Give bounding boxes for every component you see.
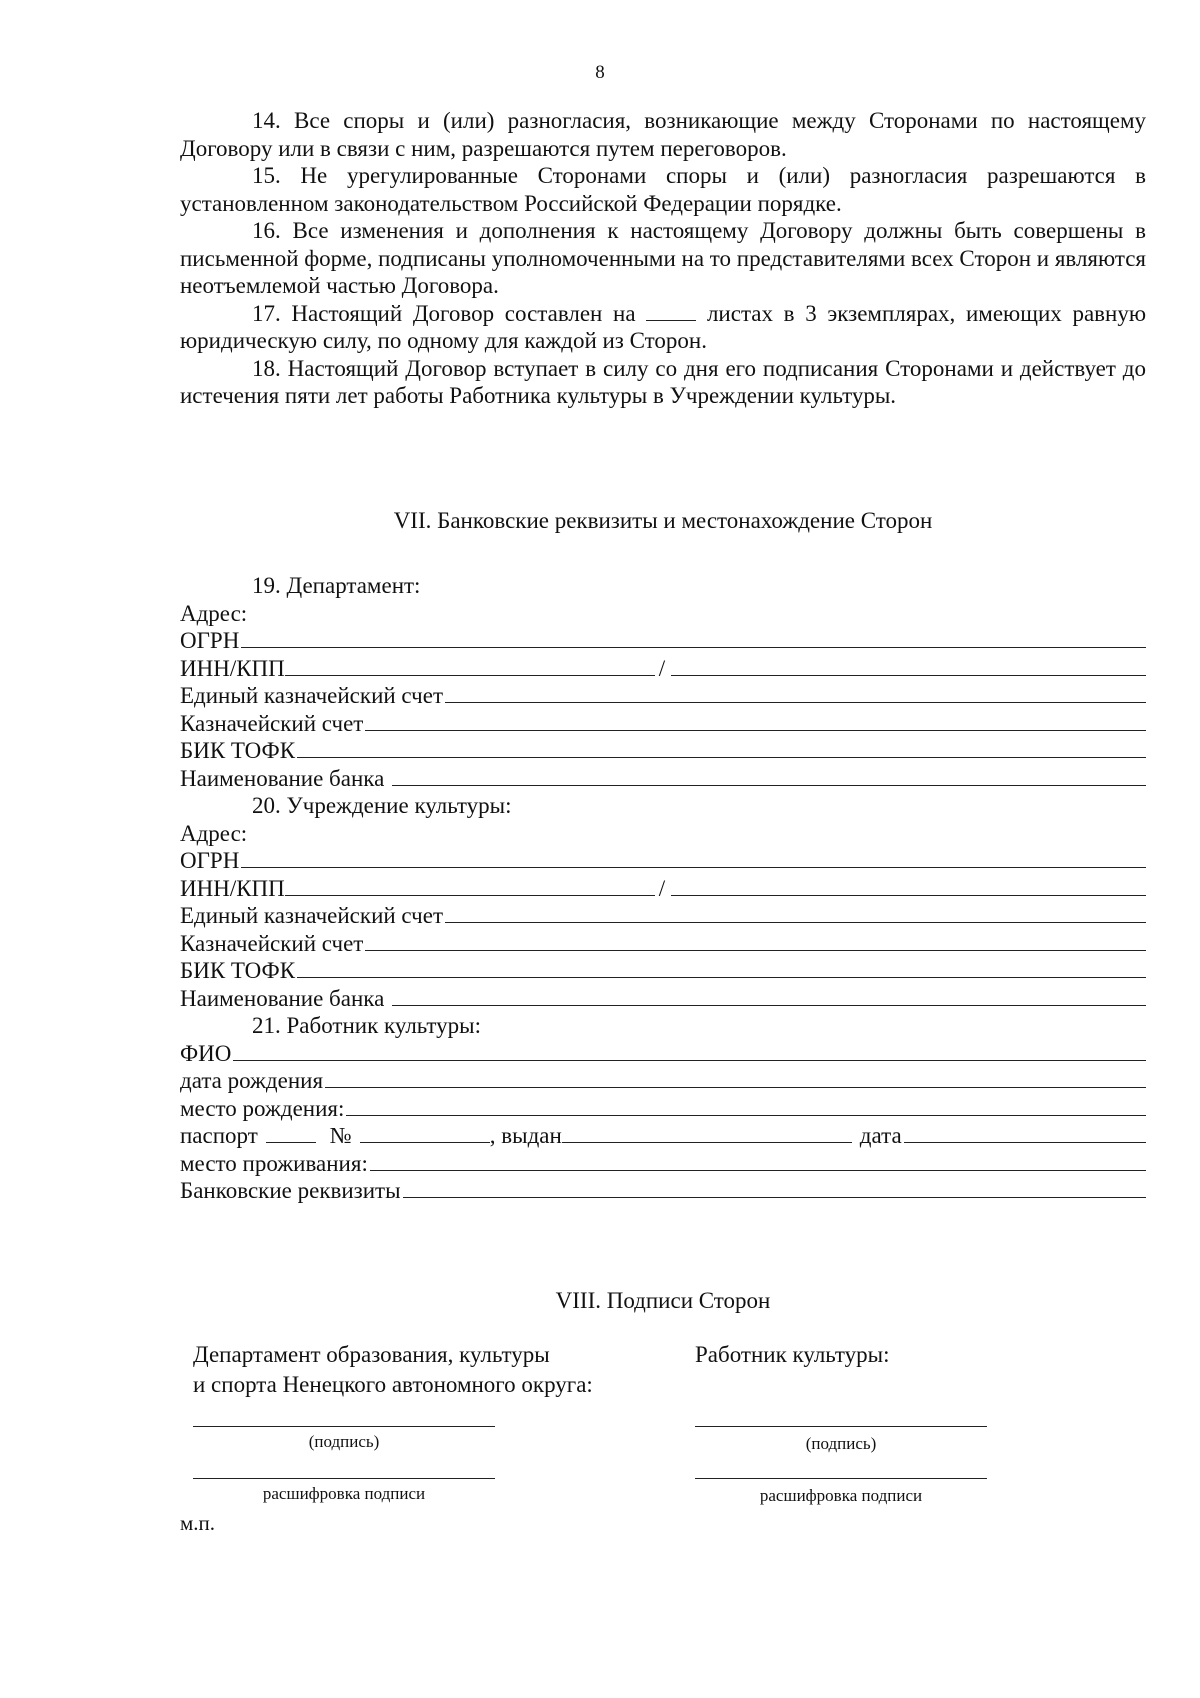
worker-fio-blank [233,1040,1146,1061]
stamp-place: м.п. [180,1511,216,1535]
institution-single-account-label: Единый казначейский счет [180,903,444,928]
institution-inn-blank [285,875,655,896]
dept-inn-slash: / [658,655,666,681]
worker-passport-row [180,1122,1146,1150]
dept-bik-blank [297,737,1146,758]
worker-birth-place-blank [346,1095,1146,1116]
worker-fio-row [180,1040,1146,1068]
institution-single-account-blank [445,902,1146,923]
right-party-name: Работник культуры: [695,1342,890,1367]
worker-bank-details-row [180,1177,1146,1205]
worker-birth-date-blank [325,1067,1146,1088]
dept-bank-name-row [180,765,1146,793]
worker-birth-place-row [180,1095,1146,1123]
left-signature-line [193,1426,495,1427]
paragraph-17-start: 17. Настоящий Договор составлен на [252,300,636,326]
paragraph-16: 16. Все изменения и дополнения к настоящему Договору должны быть совершены в письменной форме, подписаны уполномоченными на то представителями всех Сторон и являются неотъемлемой частью Договора. [180,218,1147,298]
institution-inn-slash: / [658,875,666,901]
worker-residence-blank [370,1150,1146,1171]
left-decode-caption: расшифровка подписи [262,1484,426,1503]
worker-passport-label: паспорт [180,1123,258,1148]
paragraph-18: 18. Настоящий Договор вступает в силу со дня его подписания Сторонами и действует до истечения пяти лет работы Работника культуры в Учреждении культуры. [180,355,1146,408]
dept-single-account-row [180,682,1146,710]
worker-birth-date-row [180,1067,1146,1095]
dept-ogrn-row [180,627,1146,655]
left-party-name [193,1340,593,1400]
institution-ogrn-blank [241,847,1146,868]
dept-single-account-blank [445,682,1146,703]
worker-heading [180,1012,1146,1040]
paragraph-14: 14. Все споры и (или) разногласия, возникающие между Сторонами по настоящему Договору или в связи с ним, разрешаются путем переговоров. [180,108,1146,161]
institution-single-account-row [180,902,1146,930]
worker-fio-label: ФИО [180,1040,232,1066]
institution-ogrn-label: ОГРН [180,848,240,873]
dept-bank-name-label: Наименование банка [180,765,385,791]
paragraph-17 [180,300,1146,355]
dept-treasury-account-blank [365,710,1146,731]
dept-single-account-label: Единый казначейский счет [180,683,444,708]
worker-residence-row [180,1150,1146,1178]
passport-date-label: дата [859,1123,902,1148]
section-8-title: VIII. Подписи Сторон [555,1288,771,1313]
institution-treasury-account-blank [365,930,1146,951]
page-number: 8 [595,62,605,83]
left-decode-line [193,1478,495,1479]
right-decode-caption: расшифровка подписи [759,1486,923,1505]
sheets-count-blank [646,302,696,321]
left-signature-caption: (подпись) [308,1432,380,1451]
institution-bank-name-row [180,985,1146,1013]
institution-bik-label: БИК ТОФК [180,958,296,983]
worker-heading-label: 21. Работник культуры: [252,1013,482,1038]
right-signature-caption: (подпись) [805,1434,877,1453]
paragraph-15: 15. Не урегулированные Сторонами споры и (или) разногласия разрешаются в установленном законодательством Российской Федерации порядке. [180,163,1146,216]
dept-bik-row [180,737,1146,765]
passport-issued-blank [562,1122,852,1143]
institution-inn-label: ИНН/КПП [180,875,285,901]
worker-bank-details-blank [403,1177,1146,1198]
dept-address-label: Адрес: [180,600,248,626]
worker-birth-date-label: дата рождения [180,1068,324,1093]
left-party-line-1: Департамент образования, культуры [193,1342,550,1367]
requisites-form [180,572,1146,1205]
institution-bank-name-blank [392,985,1146,1006]
dept-bik-label: БИК ТОФК [180,738,296,763]
passport-number-blank [360,1122,490,1143]
institution-bik-row [180,957,1146,985]
institution-bik-blank [297,957,1146,978]
institution-heading-label: 20. Учреждение культуры: [252,793,512,818]
contract-terms [180,107,1146,410]
worker-bank-details-label: Банковские реквизиты [180,1178,401,1203]
worker-birth-place-label: место рождения: [180,1095,345,1121]
institution-kpp-blank [671,875,1146,896]
dept-treasury-account-row [180,710,1146,738]
dept-inn-row [180,655,1146,683]
worker-residence-label: место проживания: [180,1150,368,1176]
dept-heading-label: 19. Департамент: [252,573,421,598]
dept-inn-blank [285,655,655,676]
dept-bank-name-blank [392,765,1146,786]
institution-treasury-account-label: Казначейский счет [180,930,364,956]
passport-date-blank [904,1122,1146,1143]
dept-address-row [180,600,1146,628]
institution-address-row [180,820,1146,848]
left-party-line-2: и спорта Ненецкого автономного округа: [193,1372,593,1397]
paragraph-17-end: листах в 3 экземплярах, имеющих равную юридическую силу, по одному для каждой из Сторон. [180,300,1146,353]
dept-ogrn-label: ОГРН [180,628,240,653]
dept-kpp-blank [671,655,1146,676]
right-decode-line [695,1478,987,1479]
dept-heading [180,572,1146,600]
institution-ogrn-row [180,847,1146,875]
institution-treasury-account-row [180,930,1146,958]
dept-ogrn-blank [241,627,1146,648]
institution-bank-name-label: Наименование банка [180,985,385,1011]
section-7-title: VII. Банковские реквизиты и местонахождение Сторон [393,508,933,533]
dept-inn-label: ИНН/КПП [180,655,285,681]
dept-treasury-account-label: Казначейский счет [180,710,364,736]
passport-series-blank [266,1122,316,1143]
institution-heading [180,792,1146,820]
institution-inn-row [180,875,1146,903]
right-signature-line [695,1426,987,1427]
passport-issued-label: , выдан [489,1123,562,1148]
passport-number-sign: № [329,1123,352,1148]
institution-address-label: Адрес: [180,820,248,846]
